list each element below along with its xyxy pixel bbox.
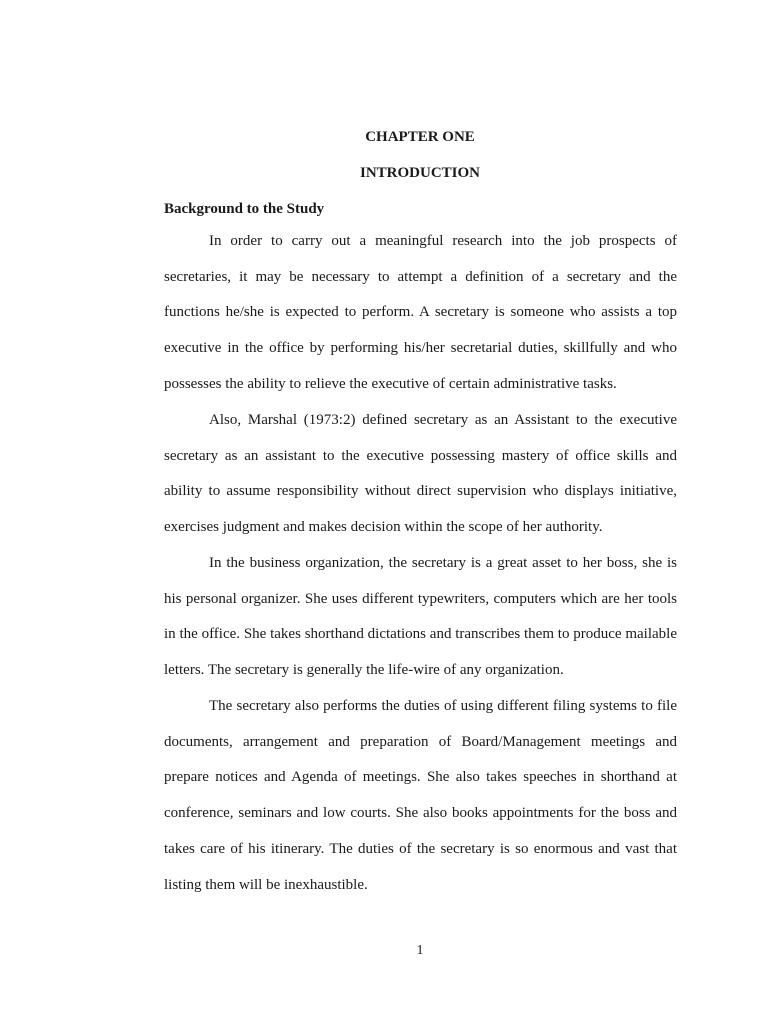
paragraph-3-container — [164, 546, 677, 689]
paragraph: The secretary also performs the duties of using different filing systems to file documents, arrangement and preparation of Board/Management meetings and prepare notices and Agenda of meetings. She also takes speeches in shorthand at conference, seminars and low courts. She also books appointments for the boss and takes care of his itinerary. The duties of the secretary is so enormous and vast that listing them will be inexhaustible. — [164, 698, 677, 893]
paragraph: Also, Marshal (1973:2) defined secretary as an Assistant to the executive secretary as an assistant to the executive possessing mastery of office skills and ability to assume responsibility without direct supervision who displays initiative, exercises judgment and makes decision within the scope of her authority. — [164, 412, 677, 536]
section-title: INTRODUCTION — [359, 165, 480, 181]
paragraph: In the business organization, the secretary is a great asset to her boss, she is his personal organizer. She uses different typewriters, computers which are her tools in the office. She takes shorthand dictations and transcribes them to produce mailable letters. The secretary is generally the life-wire of any organization. — [164, 555, 677, 679]
paragraph: In order to carry out a meaningful research into the job prospects of secretaries, it may be necessary to attempt a definition of a secretary and the functions he/she is expected to perform. A secretary is someone who assists a top executive in the office by performing his/her secretarial duties, skillfully and who possesses the ability to relieve the executive of certain administrative tasks. — [164, 233, 677, 392]
chapter-title: CHAPTER ONE — [365, 129, 475, 145]
paragraph-4-container — [164, 689, 677, 903]
page-number: 1 — [416, 943, 424, 958]
paragraph-1-container — [164, 224, 677, 403]
paragraph-2-container — [164, 403, 677, 546]
subheading: Background to the Study — [164, 201, 325, 217]
